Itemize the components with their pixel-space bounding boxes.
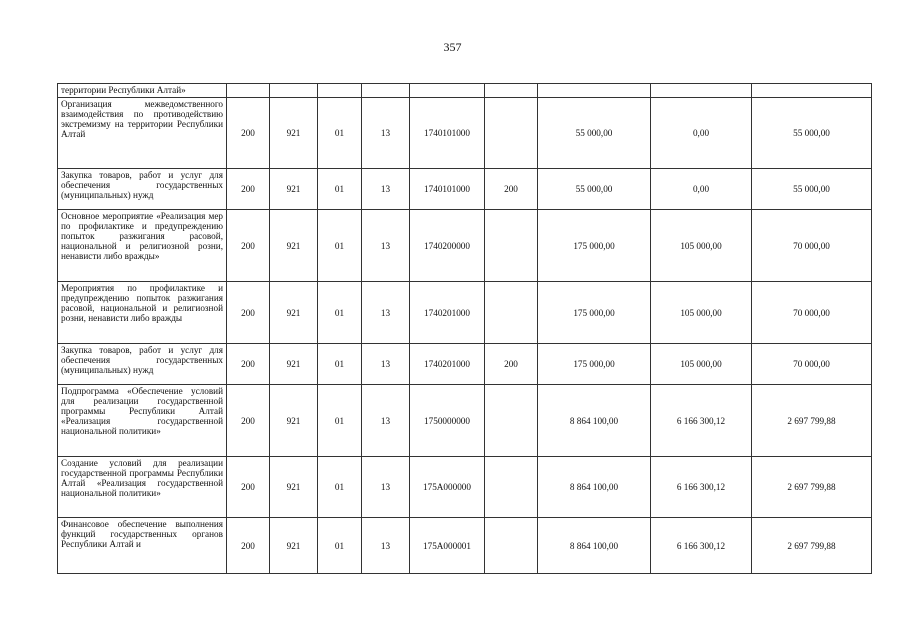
row-expense-type	[485, 282, 538, 344]
row-subsection: 13	[362, 169, 410, 210]
table-row	[58, 84, 872, 98]
row-expense-type: 200	[485, 344, 538, 385]
table-row	[58, 169, 872, 210]
row-description: Закупка товаров, работ и услуг для обеспечения государственных (муниципальных) нужд	[58, 344, 227, 385]
row-code-921: 921	[270, 169, 318, 210]
row-executed-amount: 6 166 300,12	[651, 518, 752, 574]
row-code-200: 200	[227, 210, 270, 282]
row-code-921: 921	[270, 457, 318, 518]
row-approved-amount: 175 000,00	[538, 210, 651, 282]
row-code-200: 200	[227, 385, 270, 457]
row-target-article: 1750000000	[410, 385, 485, 457]
row-section: 01	[318, 457, 362, 518]
row-code-921	[270, 84, 318, 98]
row-subsection: 13	[362, 457, 410, 518]
row-description: Мероприятия по профилактике и предупреждению попыток разжигания расовой, национальной и религиозной розни, ненависти либо вражды	[58, 282, 227, 344]
row-approved-amount: 8 864 100,00	[538, 518, 651, 574]
row-code-921: 921	[270, 282, 318, 344]
row-expense-type	[485, 84, 538, 98]
row-target-article: 1740101000	[410, 98, 485, 169]
row-expense-type	[485, 385, 538, 457]
row-target-article: 1740201000	[410, 344, 485, 385]
row-code-200: 200	[227, 518, 270, 574]
row-code-921: 921	[270, 210, 318, 282]
row-description: Подпрограмма «Обеспечение условий для реализации государственной программы Республики Алтай «Реализация государственной национальной политики»	[58, 385, 227, 457]
row-code-921: 921	[270, 385, 318, 457]
budget-table	[57, 83, 872, 574]
row-approved-amount: 8 864 100,00	[538, 385, 651, 457]
row-code-921: 921	[270, 518, 318, 574]
row-description: территории Республики Алтай»	[58, 84, 227, 98]
row-executed-amount: 6 166 300,12	[651, 385, 752, 457]
row-approved-amount: 175 000,00	[538, 282, 651, 344]
row-remaining-amount: 70 000,00	[752, 282, 872, 344]
row-remaining-amount: 70 000,00	[752, 210, 872, 282]
row-code-921: 921	[270, 98, 318, 169]
row-code-200: 200	[227, 98, 270, 169]
row-executed-amount: 0,00	[651, 169, 752, 210]
row-description: Закупка товаров, работ и услуг для обеспечения государственных (муниципальных) нужд	[58, 169, 227, 210]
row-section	[318, 84, 362, 98]
row-executed-amount: 0,00	[651, 98, 752, 169]
row-expense-type	[485, 98, 538, 169]
row-code-200: 200	[227, 169, 270, 210]
table-row	[58, 344, 872, 385]
row-target-article	[410, 84, 485, 98]
row-section: 01	[318, 98, 362, 169]
row-code-200: 200	[227, 457, 270, 518]
row-target-article: 1740101000	[410, 169, 485, 210]
row-expense-type: 200	[485, 169, 538, 210]
table-row	[58, 518, 872, 574]
row-section: 01	[318, 385, 362, 457]
row-target-article: 175А000000	[410, 457, 485, 518]
table-row	[58, 210, 872, 282]
row-section: 01	[318, 518, 362, 574]
row-remaining-amount: 55 000,00	[752, 169, 872, 210]
row-code-200: 200	[227, 344, 270, 385]
row-description: Финансовое обеспечение выполнения функций государственных органов Республики Алтай и	[58, 518, 227, 574]
row-subsection: 13	[362, 98, 410, 169]
row-remaining-amount: 2 697 799,88	[752, 457, 872, 518]
row-approved-amount: 8 864 100,00	[538, 457, 651, 518]
row-approved-amount: 175 000,00	[538, 344, 651, 385]
row-description: Основное мероприятие «Реализация мер по профилактике и предупреждению попыток разжигания расовой, национальной и религиозной розни, ненависти либо вражды»	[58, 210, 227, 282]
row-subsection: 13	[362, 210, 410, 282]
row-approved-amount: 55 000,00	[538, 169, 651, 210]
row-subsection	[362, 84, 410, 98]
table-row	[58, 98, 872, 169]
row-description: Организация межведомственного взаимодействия по противодействию экстремизму на территории Республики Алтай	[58, 98, 227, 169]
row-subsection: 13	[362, 518, 410, 574]
row-remaining-amount: 2 697 799,88	[752, 385, 872, 457]
row-remaining-amount	[752, 84, 872, 98]
row-executed-amount: 6 166 300,12	[651, 457, 752, 518]
row-target-article: 175А000001	[410, 518, 485, 574]
row-executed-amount: 105 000,00	[651, 282, 752, 344]
row-target-article: 1740201000	[410, 282, 485, 344]
row-target-article: 1740200000	[410, 210, 485, 282]
page-number: 357	[443, 40, 462, 54]
row-subsection: 13	[362, 282, 410, 344]
row-remaining-amount: 70 000,00	[752, 344, 872, 385]
row-executed-amount: 105 000,00	[651, 210, 752, 282]
row-subsection: 13	[362, 385, 410, 457]
table-row	[58, 282, 872, 344]
row-expense-type	[485, 457, 538, 518]
row-remaining-amount: 2 697 799,88	[752, 518, 872, 574]
row-section: 01	[318, 210, 362, 282]
row-code-200: 200	[227, 282, 270, 344]
row-expense-type	[485, 210, 538, 282]
table-row	[58, 457, 872, 518]
row-approved-amount	[538, 84, 651, 98]
row-approved-amount: 55 000,00	[538, 98, 651, 169]
row-executed-amount	[651, 84, 752, 98]
row-section: 01	[318, 169, 362, 210]
row-section: 01	[318, 282, 362, 344]
row-subsection: 13	[362, 344, 410, 385]
row-code-921: 921	[270, 344, 318, 385]
row-remaining-amount: 55 000,00	[752, 98, 872, 169]
row-expense-type	[485, 518, 538, 574]
row-section: 01	[318, 344, 362, 385]
row-executed-amount: 105 000,00	[651, 344, 752, 385]
row-code-200	[227, 84, 270, 98]
table-row	[58, 385, 872, 457]
row-description: Создание условий для реализации государственной программы Республики Алтай «Реализация государственной национальной политики»	[58, 457, 227, 518]
